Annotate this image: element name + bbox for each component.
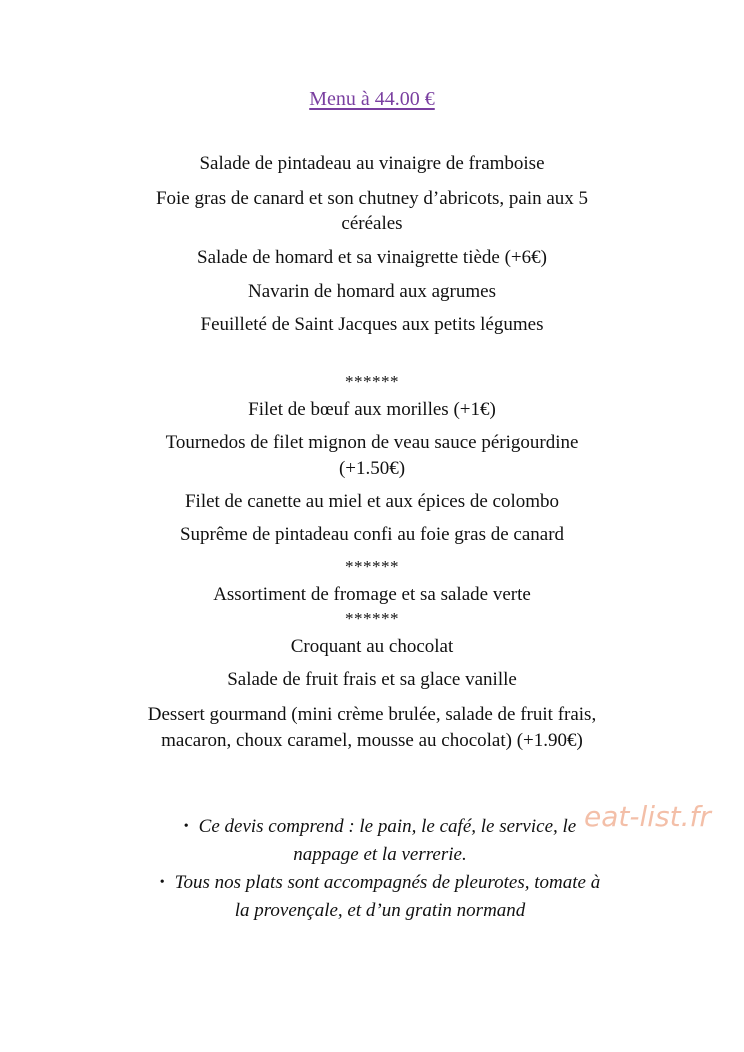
section-separator: ****** — [345, 372, 399, 391]
dessert-item: Croquant au chocolat — [290, 636, 454, 657]
cheese-item: Assortiment de fromage et sa salade verte — [213, 584, 531, 605]
note-item — [100, 869, 660, 897]
bullet-icon: • — [159, 875, 165, 890]
starter-item: Navarin de homard aux agrumes — [248, 281, 496, 302]
section-separator: ****** — [345, 557, 399, 576]
starter-item: Foie gras de canard et son chutney d’abricots, pain aux 5 — [155, 188, 589, 209]
main-item: Tournedos de filet mignon de veau sauce périgourdine — [165, 432, 579, 453]
main-item: Filet de bœuf aux morilles (+1€) — [248, 399, 496, 420]
section-separator: ****** — [345, 609, 399, 628]
main-item: Suprême de pintadeau confi au foie gras de canard — [179, 524, 565, 545]
menu-title: Menu à 44.00 € — [309, 88, 435, 110]
dessert-item: Salade de fruit frais et sa glace vanille — [227, 669, 517, 690]
dessert-item: Dessert gourmand (mini crème brulée, salade de fruit frais, — [147, 704, 597, 725]
note-item-continuation: la provençale, et d’un gratin normand — [234, 900, 526, 921]
bullet-icon: • — [183, 819, 189, 834]
starter-item-continuation: céréales — [341, 213, 403, 234]
note-text: Tous nos plats sont accompagnés de pleurotes, tomate à — [174, 872, 601, 893]
main-item-continuation: (+1.50€) — [338, 458, 406, 479]
main-item: Filet de canette au miel et aux épices de colombo — [184, 491, 560, 512]
notes-list — [100, 813, 660, 925]
starter-item: Salade de homard et sa vinaigrette tiède (+6€) — [197, 247, 547, 268]
starter-item: Salade de pintadeau au vinaigre de framboise — [199, 153, 545, 174]
dessert-item-continuation: macaron, choux caramel, mousse au chocolat) (+1.90€) — [161, 730, 583, 751]
note-text: Ce devis comprend : le pain, le café, le service, le — [198, 816, 577, 837]
note-item — [100, 813, 660, 841]
note-item-continuation: nappage et la verrerie. — [293, 844, 467, 865]
watermark-logo: eat-list.fr — [584, 800, 711, 833]
starter-item: Feuilleté de Saint Jacques aux petits légumes — [200, 314, 544, 335]
